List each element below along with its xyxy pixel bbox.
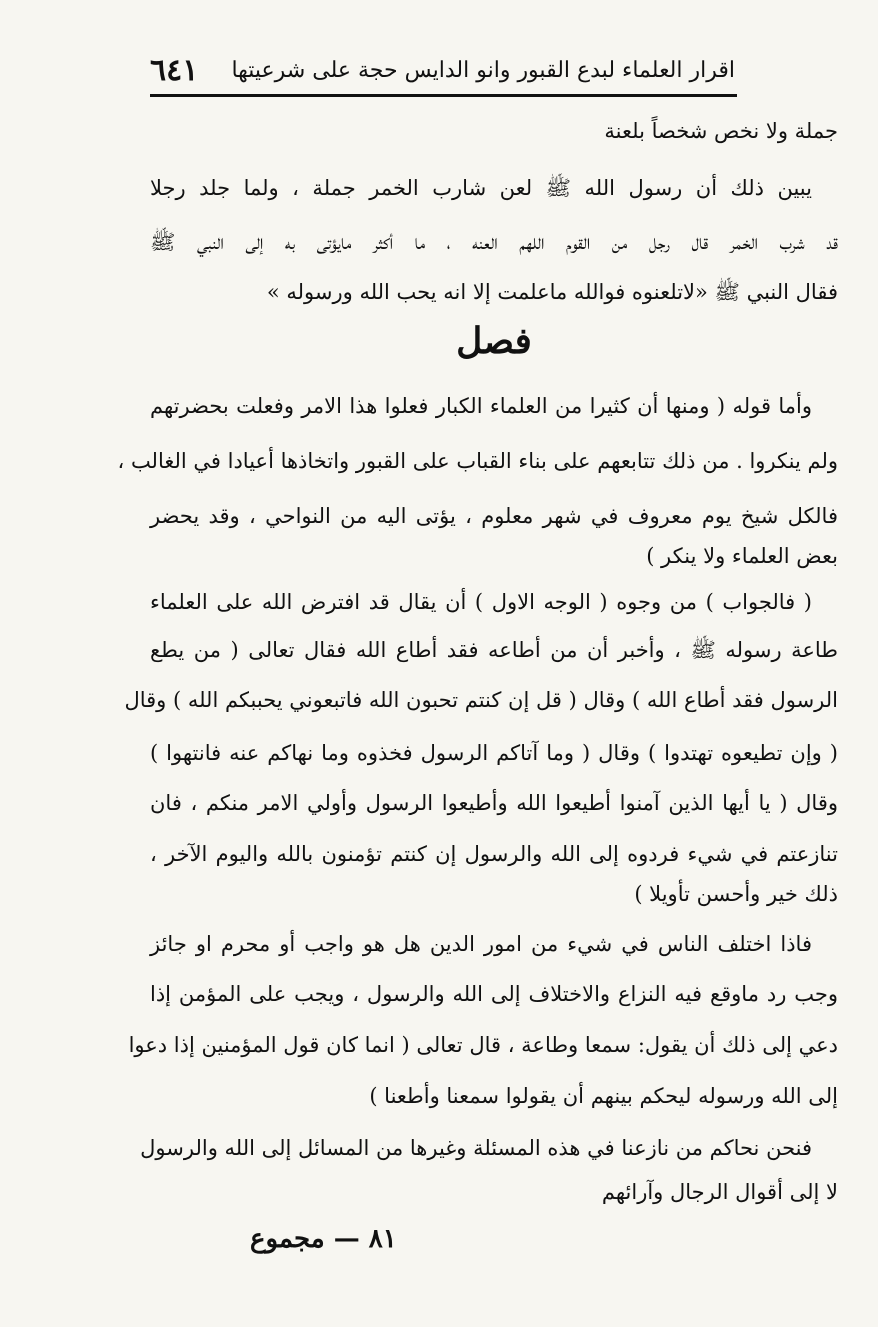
text-line: الرسول فقد أطاع الله ) وقال ( قل إن كنتم تحبون الله فاتبعوني يحببكم الله ) وقال (124, 688, 838, 712)
text-line: جملة ولا نخص شخصاً بلعنة (604, 119, 838, 143)
text-line: لا إلى أقوال الرجال وآرائهم (601, 1180, 838, 1204)
text-line: ذلك خير وأحسن تأويلا ) (634, 882, 838, 906)
text-line: طاعة رسوله ﷺ ، وأخبر أن من أطاعه فقد أطاع الله فقال تعالى ( من يطع (150, 638, 838, 662)
text-line: فقال النبي ﷺ «لاتلعنوه فوالله ماعلمت إلا انه يحب الله ورسوله » (266, 280, 838, 304)
text-line: يبين ذلك أن رسول الله ﷺ لعن شارب الخمر جملة ، ولما جلد رجلا (150, 176, 812, 200)
signature-mark: ٨١ — مجموع (250, 1224, 397, 1254)
text-line: إلى الله ورسوله ليحكم بينهم أن يقولوا سمعنا وأطعنا ) (369, 1084, 838, 1108)
text-line: ولم ينكروا . من ذلك تتابعهم على بناء القباب على القبور واتخاذها أعيادا في الغالب ، (117, 449, 838, 473)
text-line: قد شرب الخمر قال رجل من القوم اللهم العنه ، ما أكثر مايؤتى به إلى النبي ﷺ (150, 230, 838, 254)
text-line: وأما قوله ( ومنها أن كثيرا من العلماء الكبار فعلوا هذا الامر وفعلت بحضرتهم (150, 394, 812, 418)
text-line: وجب رد ماوقع فيه النزاع والاختلاف إلى الله والرسول ، ويجب على المؤمن إذا (150, 982, 838, 1006)
header-rule (150, 94, 737, 97)
text-line: ( فالجواب ) من وجوه ( الوجه الاول ) أن يقال قد افترض الله على العلماء (150, 590, 812, 614)
text-line: تنازعتم في شيء فردوه إلى الله والرسول إن كنتم تؤمنون بالله واليوم الآخر ، (150, 842, 838, 866)
page-number: ٦٤١ (150, 52, 199, 88)
text-line: فاذا اختلف الناس في شيء من امور الدين هل هو واجب أو محرم او جائز (150, 932, 812, 956)
section-heading: فصل (456, 320, 532, 362)
text-line: ( وإن تطيعوه تهتدوا ) وقال ( وما آتاكم الرسول فخذوه وما نهاكم عنه فانتهوا ) (150, 741, 838, 765)
page-header (150, 48, 735, 92)
running-title: اقرار العلماء لبدع القبور وانو الدايس حجة على شرعيتها (231, 57, 735, 83)
text-line: وقال ( يا أيها الذين آمنوا أطيعوا الله وأطيعوا الرسول وأولي الامر منكم ، فان (150, 791, 838, 815)
text-line: بعض العلماء ولا ينكر ) (646, 544, 838, 568)
text-line: فالكل شيخ يوم معروف في شهر معلوم ، يؤتى اليه من النواحي ، وقد يحضر (150, 504, 838, 528)
text-line: فنحن نحاكم من نازعنا في هذه المسئلة وغيرها من المسائل إلى الله والرسول (140, 1136, 812, 1160)
text-line: دعي إلى ذلك أن يقول: سمعا وطاعة ، قال تعالى ( انما كان قول المؤمنين إذا دعوا (128, 1033, 838, 1057)
